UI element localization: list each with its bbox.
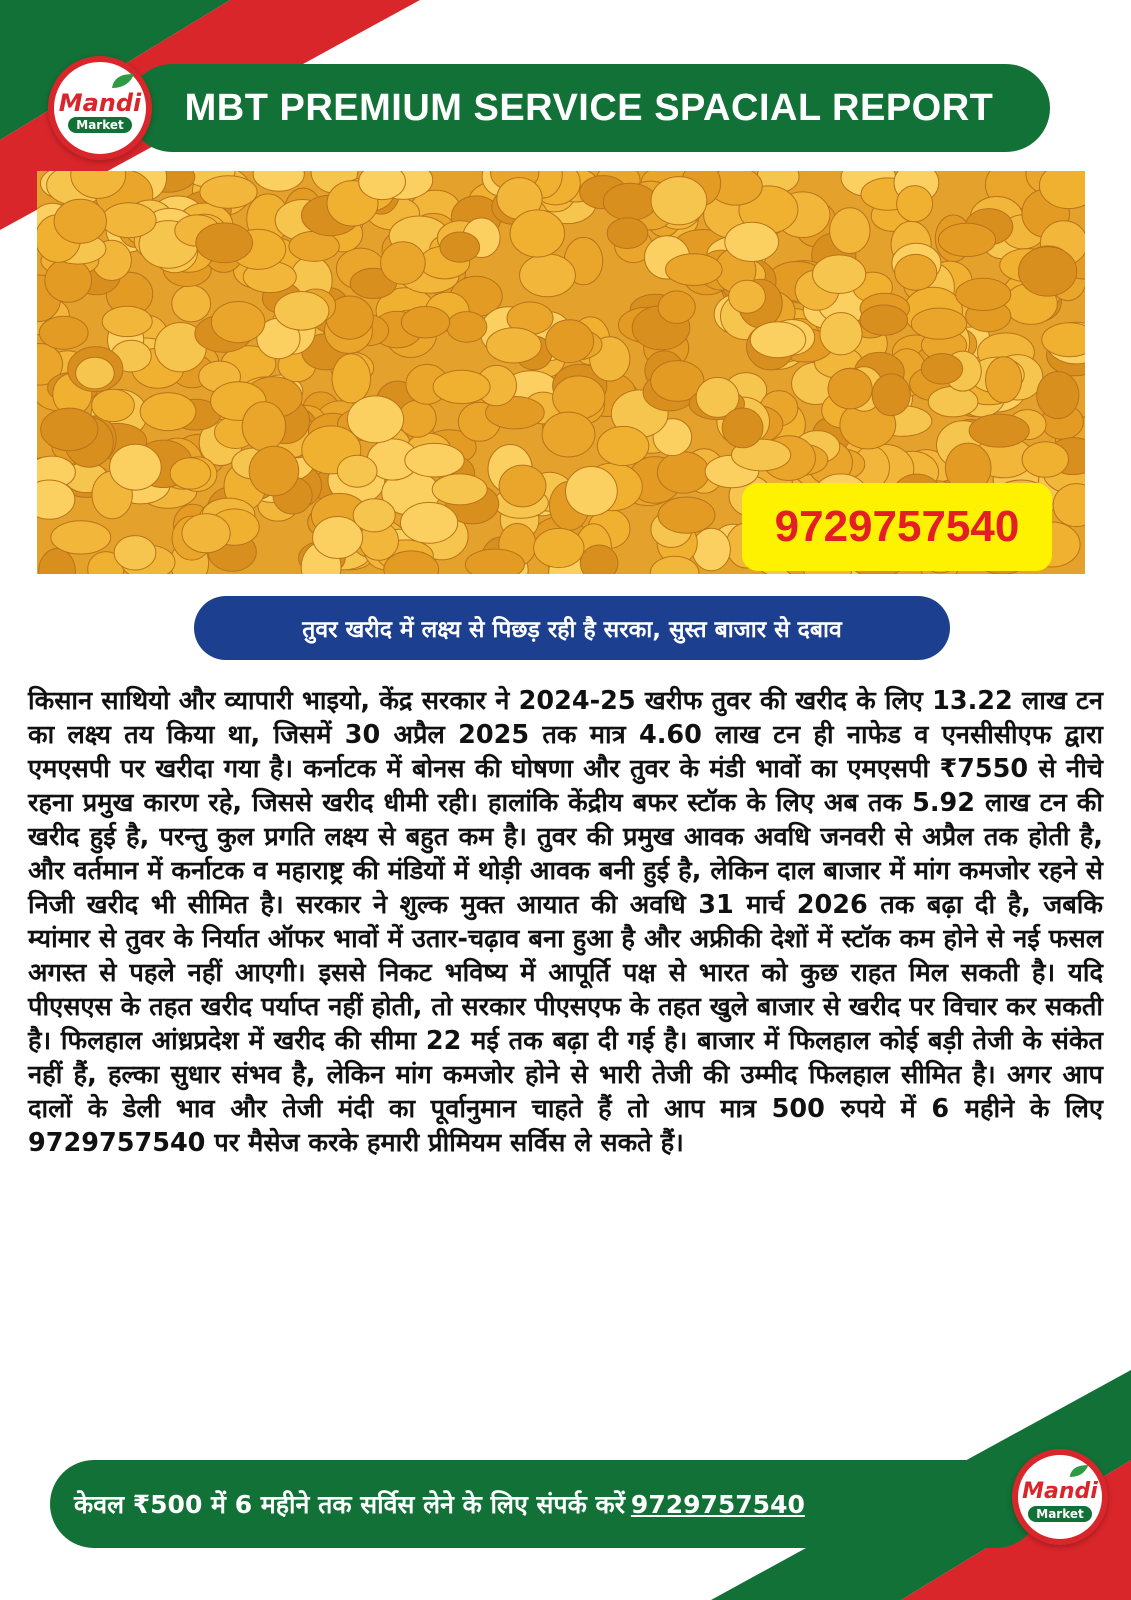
dal-grain (921, 354, 962, 384)
dal-grain (39, 316, 88, 349)
leaf-icon (110, 72, 136, 90)
dal-grain (597, 426, 648, 465)
leaf-icon (1068, 1463, 1090, 1479)
dal-grain (546, 320, 594, 363)
dal-grain (381, 242, 426, 285)
dal-grain (114, 536, 156, 570)
dal-grain (1037, 372, 1079, 419)
dal-grain (566, 467, 618, 516)
dal-grain (347, 396, 403, 443)
dal-grain (1019, 247, 1077, 296)
dal-grain (102, 306, 152, 336)
dal-grain (401, 307, 449, 338)
report-title: MBT PREMIUM SERVICE SPACIAL REPORT (184, 86, 994, 129)
contact-footer-banner (50, 1460, 1040, 1548)
dal-grain (332, 354, 371, 403)
logo-text-mandi: Mandi (1022, 1479, 1098, 1504)
dal-grain (820, 313, 862, 355)
dal-grain (54, 199, 106, 243)
dal-grain (897, 186, 933, 222)
dal-grain (828, 369, 872, 409)
footer-text: केवल ₹500 में 6 महीने तक सर्विस लेने के लिए संपर्क करें (74, 1490, 625, 1519)
dal-grain (172, 285, 211, 322)
dal-grain (102, 203, 156, 238)
dal-grain (76, 357, 115, 389)
dal-grain (725, 222, 779, 261)
dal-grain (405, 443, 464, 477)
dal-grain (45, 259, 92, 303)
dal-grain (666, 254, 723, 286)
dal-grain (432, 474, 487, 505)
headline-text: तुवर खरीद में लक्ष्य से पिछड़ रही है सरका, सुस्त बाजार से दबाव (302, 617, 842, 643)
dal-grain (110, 444, 162, 490)
dal-grain (542, 412, 595, 457)
dal-grain (651, 177, 707, 225)
phone-number: 9729757540 (774, 502, 1020, 551)
dal-grain (692, 528, 730, 571)
phone-number-badge (742, 483, 1052, 571)
dal-grain (956, 278, 1011, 310)
dal-grain (249, 446, 299, 495)
dal-grain (486, 328, 541, 363)
dal-grain (51, 521, 111, 554)
dal-grain (729, 280, 766, 313)
dal-grain (938, 223, 995, 256)
dal-grain (253, 171, 304, 191)
dal-grain (657, 452, 709, 493)
dal-grain (830, 208, 870, 254)
dal-grain (750, 322, 805, 358)
dal-grain (274, 292, 329, 331)
dal-grain (607, 218, 648, 249)
dal-grain (722, 408, 763, 448)
footer-phone-link[interactable]: 9729757540 (630, 1489, 805, 1519)
dal-grain (337, 455, 377, 487)
dal-grain (433, 370, 490, 403)
dal-grain (872, 374, 910, 416)
mandi-market-logo (48, 56, 152, 160)
dal-grain (986, 357, 1022, 403)
dal-grain (510, 210, 564, 257)
dal-grain (499, 465, 546, 507)
dal-grain (140, 393, 196, 431)
dal-grain (170, 458, 211, 489)
dal-grain (92, 389, 135, 421)
dal-grain (969, 414, 1029, 447)
logo-text-mandi: Mandi (58, 89, 142, 117)
article-headline (194, 596, 950, 660)
dal-grain (534, 528, 584, 567)
dal-grain (895, 254, 937, 290)
dal-grain (440, 232, 480, 262)
dal-grain (1022, 442, 1068, 478)
mandi-market-logo-footer (1012, 1449, 1108, 1545)
dal-grain (658, 497, 715, 533)
dal-grain (401, 502, 458, 543)
dal-grain (242, 402, 285, 451)
dal-grain (353, 499, 395, 532)
dal-grain (603, 183, 657, 220)
dal-grain (650, 556, 699, 574)
dal-grain (196, 223, 253, 263)
dal-grain (860, 305, 908, 335)
report-title-banner (128, 64, 1050, 152)
dal-grain (658, 291, 695, 323)
dal-grain (41, 408, 98, 451)
dal-grain (200, 176, 257, 209)
logo-text-market: Market (1028, 1506, 1092, 1522)
dal-grain (182, 514, 230, 553)
dal-grain (211, 302, 264, 343)
dal-grain (813, 255, 866, 294)
dal-grain (928, 387, 978, 417)
dal-grain (447, 312, 487, 343)
dal-grain (911, 308, 966, 339)
dal-grain (520, 254, 576, 297)
article-body: किसान साथियो और व्यापारी भाइयो, केंद्र सरकार ने 2024-25 खरीफ तुवर की खरीद के लिए 13.22 लाख टन का लक्ष्य तय किया था, जिसमें 30 अप्रैल 2025 तक मात्र 4.60 लाख टन ही नाफेड व एनसीसीएफ द्वारा एमएसपी पर खरीदा गया है। कर्नाटक में बोनस की घोषणा और तुवर के मंडी भावों का एमएसपी ₹7550 से नीचे रहना प्रमुख कारण रहे, जिससे खरीद धीमी रही। हालांकि केंद्रीय बफर स्टॉक के लिए अब तक 5.92 लाख टन की खरीद हुई है, परन्तु कुल प्रगति लक्ष्य से बहुत कम है। तुवर की प्रमुख आवक अवधि जनवरी से अप्रैल तक होती है, और वर्तमान में कर्नाटक व महाराष्ट्र की मंडियों में थोड़ी आवक बनी हुई है, लेकिन दाल बाजार में मांग कमजोर रहने से निजी खरीद भी सीमित है। सरकार ने शुल्क मुक्त आयात की अवधि 31 मार्च 2026 तक बढ़ा दी है, जबकि म्यांमार से तुवर के निर्यात ऑफर भावों में उतार-चढ़ाव बना हुआ है और अफ्रीकी देशों में स्टॉक कम होने से नई फसल अगस्त से पहले नहीं आएगी। इससे निकट भविष्य में आपूर्ति पक्ष से भारत को कुछ राहत मिल सकती है। यदि पीएसएस के तहत खरीद पर्याप्त नहीं होती, तो सरकार पीएसएफ के तहत खुले बाजार से खरीद पर विचार कर सकती है। फिलहाल आंध्रप्रदेश में खरीद की सीमा 22 मई तक बढ़ा दी गई है। बाजार में फिलहाल कोई बड़ी तेजी के संकेत नहीं हैं, हल्का सुधार संभव है, लेकिन मांग कमजोर होने से भारी तेजी की उम्मीद फिलहाल सीमित है। अगर आप दालों के डेली भाव और तेजी मंदी का पूर्वानुमान चाहते हैं तो आप मात्र 500 रुपये में 6 महीने के लिए 9729757540 पर मैसेज करके हमारी प्रीमियम सर्विस ले सकते हैं। (28, 686, 1103, 1158)
logo-text-market: Market (68, 117, 132, 133)
